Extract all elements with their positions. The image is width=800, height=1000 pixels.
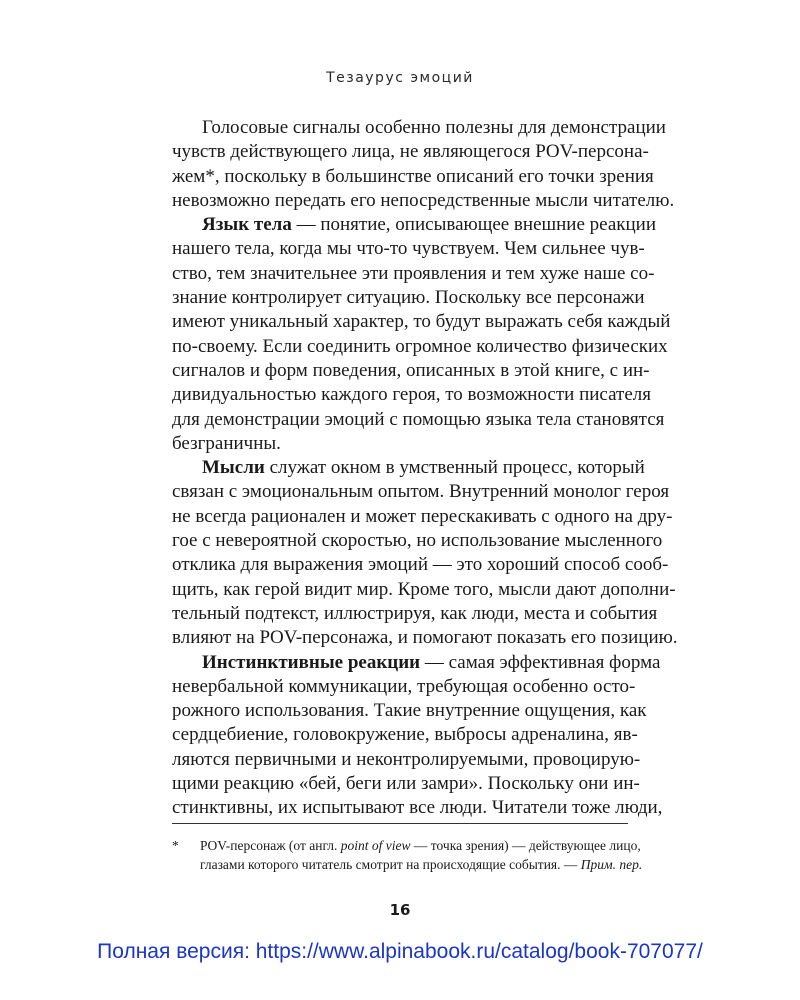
text-line: для демонстрации эмоций с помощью языка тела становятся	[172, 408, 665, 430]
text-span-italic: point of view	[340, 838, 411, 853]
footnote-divider	[172, 823, 628, 824]
page-number: 16	[389, 901, 411, 919]
text-line: щить, как герой видит мир. Кроме того, мысли дают дополни-	[172, 578, 676, 600]
text-line: щими реакцию «бей, беги или замри». Поскольку они ин-	[172, 773, 640, 795]
text-line: влияют на POV-персонажа, и помогают показать его позицию.	[172, 627, 678, 649]
text-line: отклика для выражения эмоций — это хороший способ сооб-	[172, 554, 669, 576]
text-line: жем*, поскольку в большинстве описаний его точки зрения	[172, 165, 654, 187]
text-line: невозможно передать его непосредственные мысли читателю.	[172, 189, 675, 211]
text-line: ляются первичными и неконтролируемыми, провоцирую-	[172, 748, 641, 770]
text-line: Голосовые сигналы особенно полезны для демонстрации	[202, 117, 666, 138]
text-line	[172, 213, 656, 237]
term-thoughts: Мысли	[202, 457, 265, 479]
text-span: — самая эффективная форма	[420, 651, 661, 673]
text-line: рожного использования. Такие внутренние ощущения, как	[172, 700, 647, 722]
footnote	[172, 836, 643, 874]
footnote-line	[172, 836, 641, 855]
text-line: знание контролирует ситуацию. Поскольку все персонажи	[172, 287, 645, 309]
text-line: сигналов и форм поведения, описанных в этой книге, с ин-	[172, 359, 650, 381]
text-line: ство, тем значительнее эти проявления и тем хуже наше со-	[172, 262, 655, 284]
footnote-line	[172, 855, 643, 874]
text-line: чувств действующего лица, не являющегося POV-персона-	[172, 141, 649, 163]
text-line: нашего тела, когда мы что-то чувствуем. Чем сильнее чув-	[172, 238, 645, 260]
text-line: по-своему. Если соединить огромное количество физических	[172, 335, 668, 357]
text-span: служат окном в умственный процесс, который	[264, 457, 645, 479]
term-body-language: Язык тела	[202, 214, 292, 236]
text-span: — точка зрения) — действующее лицо,	[410, 838, 641, 853]
text-span: POV-персонаж (от англ.	[200, 838, 341, 853]
term-visceral-reactions: Инстинктивные реакции	[202, 651, 421, 673]
text-line: безграничны.	[172, 432, 281, 454]
text-line: дивидуальностью каждого героя, то возможности писателя	[172, 384, 651, 406]
text-line: гое с невероятной скоростью, но использование мысленного	[172, 530, 663, 552]
text-line	[172, 651, 661, 675]
text-line: связан с эмоциональным опытом. Внутренний монолог героя	[172, 481, 670, 503]
text-line: сердцебиение, головокружение, выбросы адреналина, яв-	[172, 724, 638, 746]
text-span: — понятие, описывающее внешние реакции	[291, 214, 656, 236]
full-version-link[interactable]: Полная версия: https://www.alpinabook.ru/catalog/book-707077/	[97, 940, 703, 963]
running-title: Тезаурус эмоций	[326, 70, 474, 86]
text-line: стинктивны, их испытывают все люди. Читатели тоже люди,	[172, 797, 663, 819]
text-line: невербальной коммуникации, требующая особенно осто-	[172, 675, 636, 697]
text-line: не всегда рационален и может перескакивать с одного на дру-	[172, 505, 673, 527]
text-line: тельный подтекст, иллюстрируя, как люди, места и события	[172, 602, 658, 624]
text-span-italic: Прим. пер.	[580, 857, 643, 872]
text-line: имеют уникальный характер, то будут выражать себя каждый	[172, 311, 671, 333]
footnote-marker: *	[172, 838, 179, 853]
text-line	[172, 456, 645, 480]
text-span: глазами которого читатель смотрит на происходящие события. —	[200, 857, 581, 872]
body-text	[172, 116, 678, 821]
